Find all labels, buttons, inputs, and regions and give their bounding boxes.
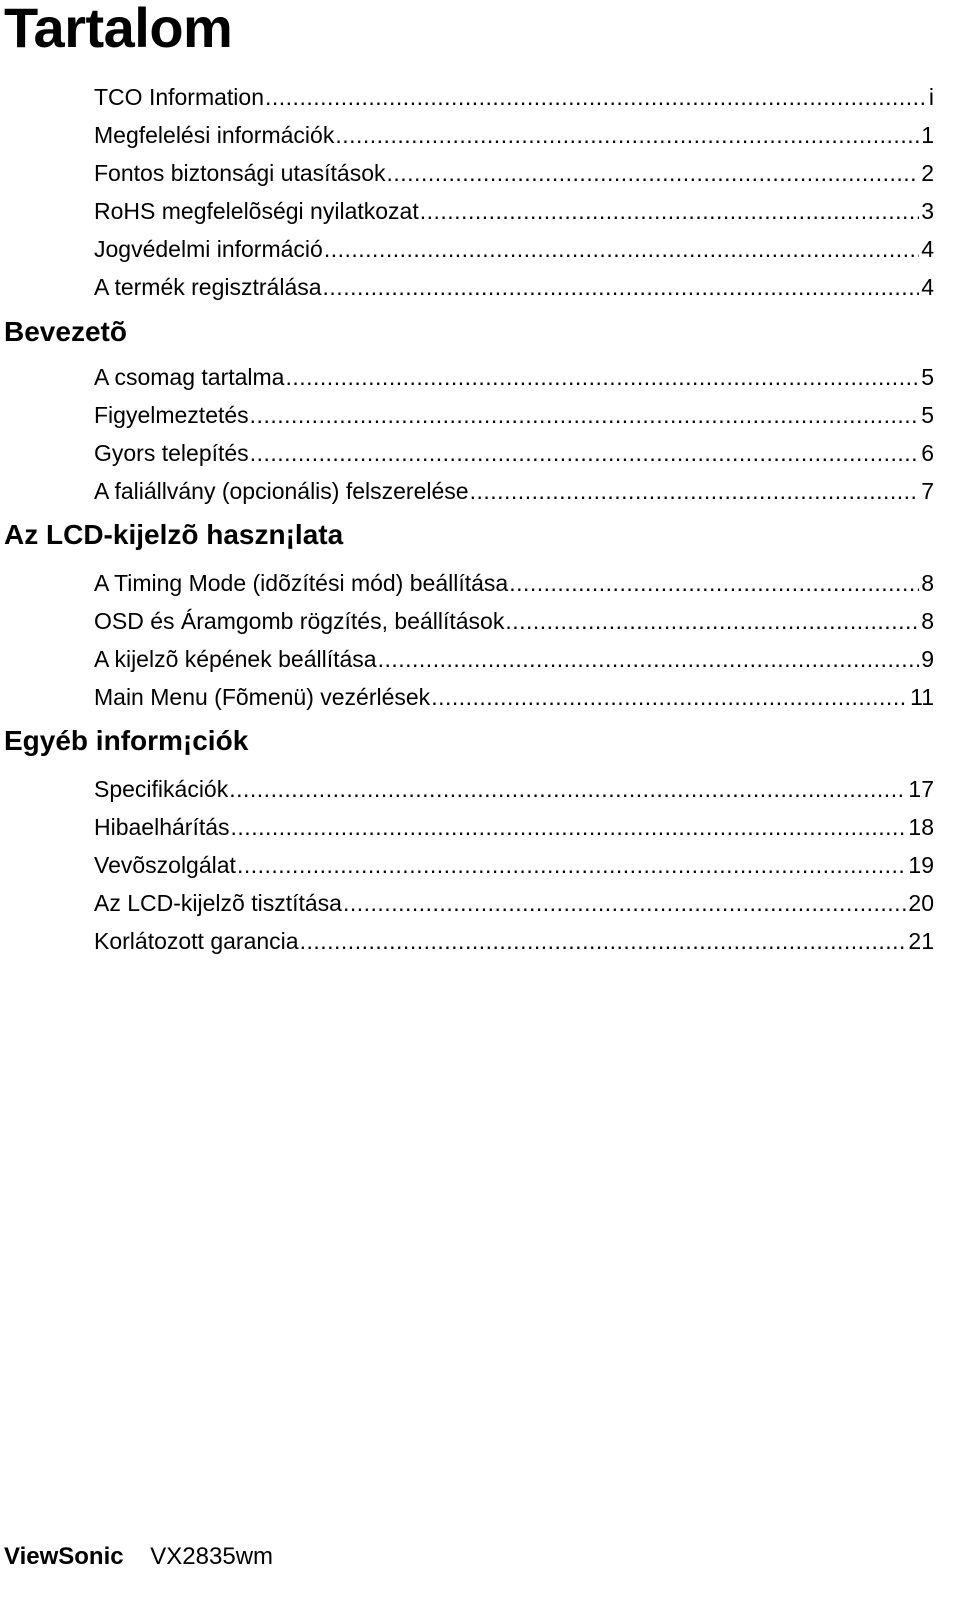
toc-entry-page: 19 [908,852,934,878]
toc-group-introduction [0,306,960,510]
toc-entry-title: Korlátozott garancia [94,928,299,954]
page-title: Tartalom [4,0,233,59]
toc-entry[interactable] [94,884,934,922]
toc-entry-page: 2 [921,160,934,186]
toc-group-other-information [0,716,960,960]
toc-entry-page: 6 [921,440,934,466]
toc-entry-page: 21 [908,928,934,954]
toc-entry[interactable] [94,846,934,884]
dot-leader [231,808,907,846]
toc-entry[interactable] [94,230,934,268]
toc-entry[interactable] [94,396,934,434]
dot-leader [237,846,906,884]
toc-group-using-lcd [0,510,960,716]
table-of-contents [0,78,960,960]
toc-entry-title: RoHS megfelelõségi nyilatkozat [94,198,419,224]
toc-entry[interactable] [94,192,934,230]
toc-entry-page: 17 [908,776,934,802]
toc-entry[interactable] [94,922,934,960]
toc-entry-page: i [928,84,934,110]
toc-entry[interactable] [94,154,934,192]
footer-model: VX2835wm [150,1543,274,1570]
toc-entry[interactable] [94,434,934,472]
toc-entry[interactable] [94,268,934,306]
dot-leader [378,640,920,678]
toc-entry-page: 4 [921,274,934,300]
dot-leader [431,678,908,716]
toc-entry-title: Fontos biztonsági utasítások [94,160,386,186]
toc-entry-title: A kijelzõ képének beállítása [94,646,377,672]
toc-entry[interactable] [94,358,934,396]
toc-entry[interactable] [94,116,934,154]
dot-leader [250,396,920,434]
toc-entry-title: Hibaelhárítás [94,814,230,840]
toc-entry-page: 20 [908,890,934,916]
toc-entry-page: 11 [910,684,934,710]
dot-leader [509,564,919,602]
toc-entry-title: A faliállvány (opcionális) felszerelése [94,478,469,504]
dot-leader [300,922,907,960]
toc-entry-title: Figyelmeztetés [94,402,249,428]
toc-entry-title: Jogvédelmi információ [94,236,323,262]
toc-entry-page: 5 [921,364,934,390]
toc-entry[interactable] [94,678,934,716]
dot-leader [470,472,920,510]
toc-entry-page: 7 [921,478,934,504]
toc-entry-title: Specifikációk [94,776,229,802]
toc-entry-title: A csomag tartalma [94,364,285,390]
dot-leader [343,884,906,922]
toc-entry-title: A termék regisztrálása [94,274,322,300]
toc-entry-title: Megfelelési információk [94,122,335,148]
dot-leader [285,358,919,396]
toc-entry-title: Vevõszolgálat [94,852,236,878]
toc-entry-title: Az LCD-kijelzõ tisztítása [94,890,342,916]
toc-entry[interactable] [94,78,934,116]
toc-entry[interactable] [94,602,934,640]
dot-leader [265,78,927,116]
toc-entry-page: 8 [921,608,934,634]
toc-entry-title: Main Menu (Fõmenü) vezérlések [94,684,431,710]
toc-entry-page: 3 [921,198,934,224]
dot-leader [420,192,919,230]
section-heading[interactable]: Bevezetõ [4,316,127,347]
dot-leader [505,602,919,640]
toc-entry-title: A Timing Mode (idõzítési mód) beállítása [94,570,509,596]
toc-entry[interactable] [94,472,934,510]
toc-group-front-matter [0,78,960,306]
dot-leader [335,116,919,154]
toc-entry[interactable] [94,808,934,846]
toc-entry[interactable] [94,640,934,678]
dot-leader [323,268,920,306]
toc-entry-page: 4 [921,236,934,262]
toc-entry-page: 1 [921,122,934,148]
section-heading[interactable]: Az LCD-kijelzõ haszn¡lata [4,519,344,550]
dot-leader [229,770,906,808]
toc-entry-title: OSD és Áramgomb rögzítés, beállítások [94,608,505,634]
toc-entry[interactable] [94,564,934,602]
section-heading[interactable]: Egyéb inform¡ciók [4,725,249,756]
toc-entry-title: Gyors telepítés [94,440,249,466]
toc-entry-page: 5 [921,402,934,428]
toc-entry-page: 9 [921,646,934,672]
toc-entry-page: 8 [921,570,934,596]
dot-leader [324,230,919,268]
toc-entry-title: TCO Information [94,84,264,110]
toc-entry[interactable] [94,770,934,808]
footer-brand: ViewSonic [4,1543,124,1570]
page-footer [4,1540,273,1574]
dot-leader [387,154,920,192]
toc-entry-page: 18 [908,814,934,840]
dot-leader [250,434,920,472]
